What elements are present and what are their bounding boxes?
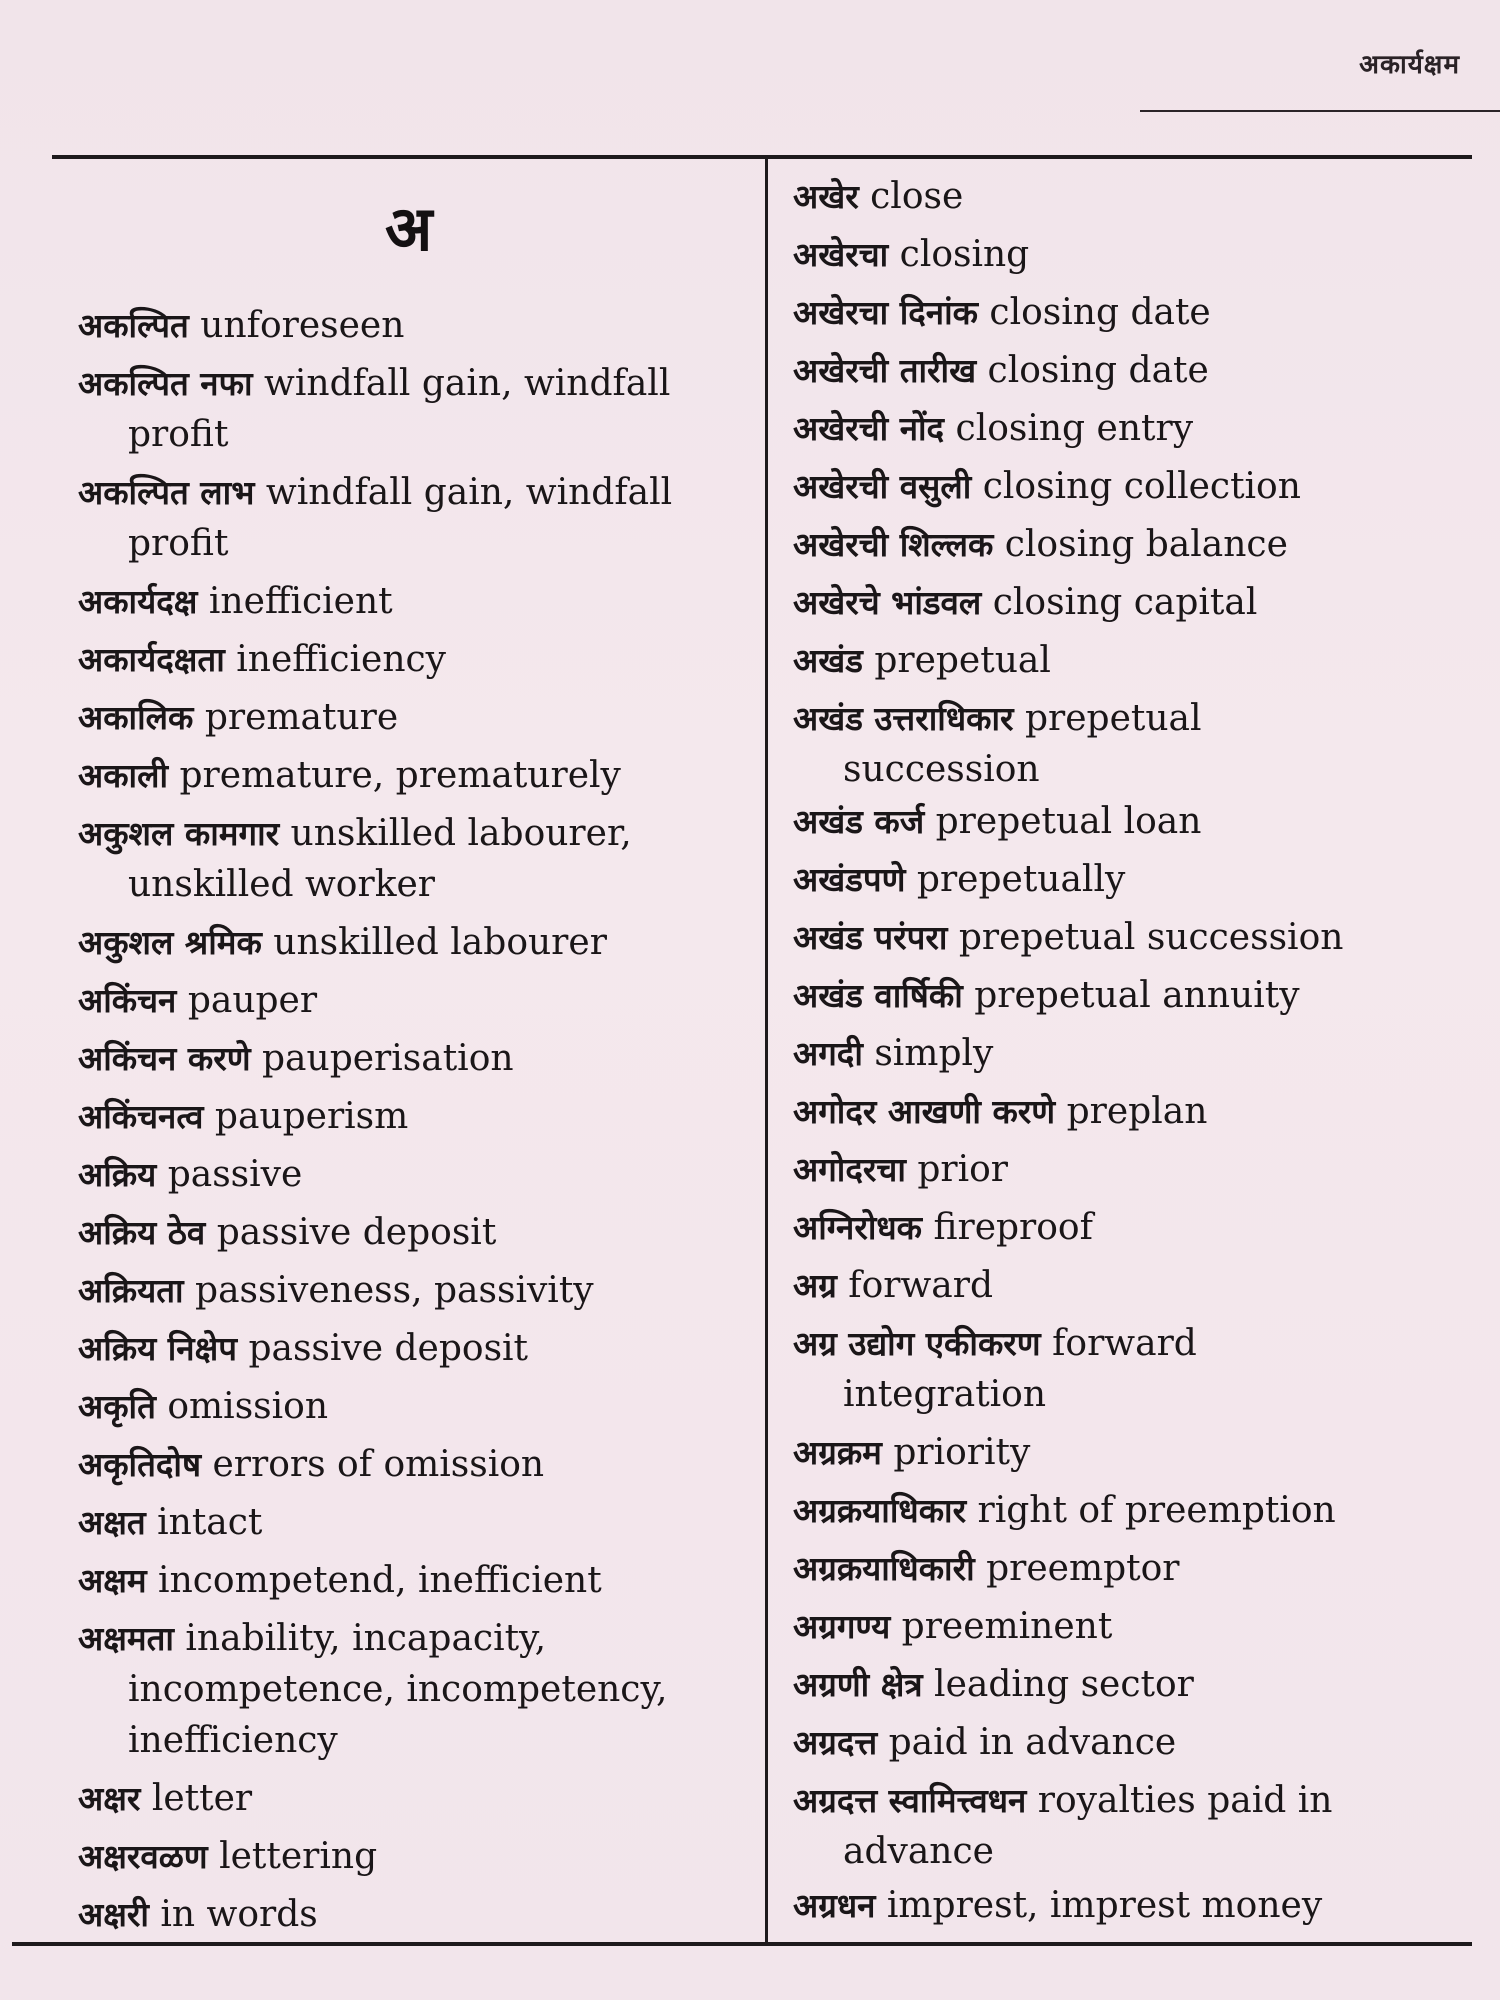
entry-translation: fireproof <box>922 1207 1093 1248</box>
entry-translation: unforeseen <box>188 305 405 346</box>
dictionary-entry <box>793 403 1473 454</box>
dictionary-entry <box>793 1659 1473 1710</box>
entry-headword: अकिंचन करणे <box>78 1039 251 1078</box>
dictionary-entry <box>78 1149 748 1200</box>
entry-translation: intact <box>145 1502 263 1543</box>
entry-translation: prepetual <box>1013 698 1202 739</box>
entry-headword: अकार्यदक्षता <box>78 640 225 679</box>
dictionary-entry <box>78 1773 748 1824</box>
entry-translation: closing collection <box>971 466 1301 507</box>
entry-headword: अगोदरचा <box>793 1150 906 1189</box>
entry-translation: pauper <box>176 980 318 1021</box>
dictionary-entry <box>793 854 1473 905</box>
header-rule <box>1140 110 1500 112</box>
entry-translation: windfall gain, windfall <box>254 472 673 513</box>
dictionary-entry <box>793 912 1473 963</box>
entry-headword: अक्षत <box>78 1503 146 1542</box>
entry-translation: unskilled labourer, <box>279 813 632 854</box>
dictionary-entry <box>793 171 1473 222</box>
entry-headword: अग्रक्रयाधिकारी <box>793 1549 975 1588</box>
entry-translation: closing balance <box>993 524 1288 565</box>
dictionary-entry <box>78 1207 748 1258</box>
dictionary-entry <box>793 635 1473 686</box>
entry-headword: अखंडपणे <box>793 860 906 899</box>
entry-headword: अकिंचनत्व <box>78 1097 204 1136</box>
entry-headword: अकाली <box>78 756 169 795</box>
entry-translation-continued: unskilled worker <box>128 864 436 905</box>
dictionary-entry <box>793 1086 1473 1137</box>
dictionary-entry <box>78 1889 748 1940</box>
entry-translation: errors of omission <box>201 1444 545 1485</box>
entry-headword: अकुशल कामगार <box>78 814 280 853</box>
dictionary-entry <box>793 345 1473 396</box>
entry-translation: closing <box>888 234 1030 275</box>
entry-headword: अकल्पित लाभ <box>78 473 255 512</box>
dictionary-entry <box>78 1831 748 1882</box>
dictionary-entry <box>78 975 748 1026</box>
entry-translation: letter <box>140 1778 253 1819</box>
section-letter-heading: अ <box>385 192 433 265</box>
entry-headword: अगदी <box>793 1034 863 1073</box>
entry-translation: leading sector <box>922 1664 1194 1705</box>
entry-translation: paid in advance <box>877 1722 1177 1763</box>
entry-headword: अक्षरी <box>78 1895 149 1934</box>
entry-headword: अग्रदत्त <box>793 1723 878 1762</box>
entry-translation: royalties paid in <box>1026 1780 1333 1821</box>
entry-headword: अग्रधन <box>793 1886 876 1925</box>
entry-headword: अखंड वार्षिकी <box>793 976 963 1015</box>
entry-headword: अखेरची शिल्लक <box>793 525 994 564</box>
entry-translation: premature, prematurely <box>168 755 621 796</box>
entry-translation-continued: profit <box>128 414 229 455</box>
dictionary-entry <box>78 1323 748 1374</box>
entry-headword: अखेर <box>793 177 859 216</box>
entry-translation: incompetend, inefficient <box>146 1560 602 1601</box>
entry-translation: in words <box>148 1894 318 1935</box>
dictionary-entry <box>78 750 748 801</box>
dictionary-entry <box>793 1144 1473 1195</box>
entry-headword: अग्र उद्योग एकीकरण <box>793 1324 1041 1363</box>
entry-headword: अक्रिय ठेव <box>78 1213 206 1252</box>
entry-headword: अखेरची नोंद <box>793 409 945 448</box>
entry-translation-continued: advance <box>843 1831 994 1872</box>
entry-headword: अक्षम <box>78 1561 147 1600</box>
entry-translation: passive deposit <box>237 1328 529 1369</box>
entry-translation: priority <box>881 1432 1031 1473</box>
entry-headword: अखेरची वसुली <box>793 467 972 506</box>
entry-headword: अकृति <box>78 1387 156 1426</box>
entry-headword: अग्रक्रम <box>793 1433 882 1472</box>
entry-translation-continued: profit <box>128 523 229 564</box>
dictionary-entry <box>793 461 1473 512</box>
dictionary-entry <box>78 300 748 351</box>
entry-headword: अकार्यदक्ष <box>78 582 198 621</box>
dictionary-entry <box>793 970 1473 1021</box>
entry-headword: अकिंचन <box>78 981 177 1020</box>
entry-translation-continued: inefficiency <box>128 1720 338 1761</box>
entry-translation: windfall gain, windfall <box>252 363 671 404</box>
entry-headword: अकृतिदोष <box>78 1445 202 1484</box>
dictionary-entry <box>78 1265 748 1316</box>
dictionary-entry <box>78 358 748 460</box>
entry-headword: अक्रिय <box>78 1155 157 1194</box>
dictionary-entry <box>793 1318 1473 1420</box>
entry-translation: preemptor <box>974 1548 1180 1589</box>
dictionary-entry <box>793 1202 1473 1253</box>
entry-translation: premature <box>193 697 399 738</box>
entry-translation: close <box>858 176 964 217</box>
entry-translation: forward <box>836 1265 994 1306</box>
entry-headword: अखेरचा दिनांक <box>793 293 978 332</box>
dictionary-entry <box>793 693 1473 795</box>
entry-translation: preplan <box>1055 1091 1208 1132</box>
entry-translation: closing date <box>976 350 1209 391</box>
dictionary-entry <box>78 808 748 910</box>
entry-headword: अकुशल श्रमिक <box>78 923 262 962</box>
entry-headword: अक्रियता <box>78 1271 184 1310</box>
entry-headword: अखंड परंपरा <box>793 918 948 957</box>
running-header: अकार्यक्षम <box>1359 50 1460 80</box>
dictionary-entry <box>78 576 748 627</box>
dictionary-entry <box>78 1439 748 1490</box>
entry-headword: अग्र <box>793 1266 837 1305</box>
dictionary-entry <box>793 1775 1473 1877</box>
dictionary-entry <box>793 1601 1473 1652</box>
entry-translation: passive <box>156 1154 303 1195</box>
dictionary-entry <box>78 1033 748 1084</box>
entry-translation: simply <box>862 1033 994 1074</box>
dictionary-entry <box>793 1028 1473 1079</box>
entry-headword: अगोदर आखणी करणे <box>793 1092 1056 1131</box>
entry-translation: right of preemption <box>966 1490 1336 1531</box>
entry-translation: pauperism <box>203 1096 409 1137</box>
entry-translation-continued: incompetence, incompetency, <box>128 1669 668 1710</box>
dictionary-entry <box>793 1543 1473 1594</box>
entry-translation: prepetual annuity <box>962 975 1300 1016</box>
entry-translation: passive deposit <box>205 1212 497 1253</box>
entry-translation: prepetually <box>905 859 1126 900</box>
entry-translation: closing entry <box>944 408 1194 449</box>
dictionary-entry <box>793 1880 1473 1931</box>
entry-translation-continued: succession <box>843 749 1040 790</box>
entry-headword: अग्निरोधक <box>793 1208 923 1247</box>
entry-translation: inefficient <box>197 581 393 622</box>
dictionary-entry <box>78 917 748 968</box>
dictionary-entry <box>793 229 1473 280</box>
entry-translation: pauperisation <box>250 1038 514 1079</box>
entry-headword: अग्रणी क्षेत्र <box>793 1665 923 1704</box>
entry-translation: closing date <box>977 292 1211 333</box>
entry-translation: passiveness, passivity <box>183 1270 594 1311</box>
entry-translation: lettering <box>207 1836 378 1877</box>
entry-headword: अक्रिय निक्षेप <box>78 1329 237 1368</box>
entry-translation-continued: integration <box>843 1374 1047 1415</box>
entry-headword: अखंड <box>793 641 863 680</box>
entry-translation: preeminent <box>890 1606 1113 1647</box>
entry-headword: अक्षरवळण <box>78 1837 208 1876</box>
dictionary-entry <box>78 692 748 743</box>
entry-translation: prior <box>905 1149 1008 1190</box>
dictionary-entry <box>78 467 748 569</box>
entry-translation: prepetual succession <box>947 917 1344 958</box>
entry-headword: अग्रदत्त स्वामित्त्वधन <box>793 1781 1027 1820</box>
dictionary-entry <box>793 1260 1473 1311</box>
bottom-rule <box>12 1942 1472 1946</box>
entry-headword: अखंड कर्ज <box>793 802 925 841</box>
top-rule <box>52 155 1472 159</box>
entry-translation: prepetual <box>862 640 1051 681</box>
entry-headword: अक्षमता <box>78 1619 174 1658</box>
entry-headword: अखेरची तारीख <box>793 351 977 390</box>
entry-headword: अकल्पित नफा <box>78 364 253 403</box>
entry-headword: अक्षर <box>78 1779 141 1818</box>
dictionary-entry <box>793 287 1473 338</box>
dictionary-entry <box>78 1555 748 1606</box>
dictionary-entry <box>78 1613 748 1766</box>
dictionary-entry <box>793 1485 1473 1536</box>
dictionary-entry <box>793 519 1473 570</box>
entry-translation: unskilled labourer <box>261 922 607 963</box>
entry-headword: अग्रक्रयाधिकार <box>793 1491 967 1530</box>
entry-headword: अखेरचा <box>793 235 889 274</box>
dictionary-entry <box>793 1427 1473 1478</box>
dictionary-entry <box>78 1381 748 1432</box>
dictionary-entry <box>793 1717 1473 1768</box>
dictionary-entry <box>793 577 1473 628</box>
dictionary-entry <box>78 1497 748 1548</box>
dictionary-entry <box>78 634 748 685</box>
dictionary-entry <box>78 1091 748 1142</box>
column-divider <box>765 155 768 1945</box>
entry-headword: अखेरचे भांडवल <box>793 583 982 622</box>
entry-headword: अखंड उत्तराधिकार <box>793 699 1014 738</box>
entry-headword: अकालिक <box>78 698 194 737</box>
entry-translation: imprest, imprest money <box>875 1885 1323 1926</box>
entry-translation: prepetual loan <box>924 801 1202 842</box>
entry-headword: अग्रगण्य <box>793 1607 891 1646</box>
dictionary-entry <box>793 796 1473 847</box>
entry-headword: अकल्पित <box>78 306 189 345</box>
entry-translation: closing capital <box>981 582 1258 623</box>
entry-translation: inability, incapacity, <box>173 1618 547 1659</box>
entry-translation: omission <box>155 1386 329 1427</box>
entry-translation: forward <box>1040 1323 1197 1364</box>
entry-translation: inefficiency <box>224 639 446 680</box>
